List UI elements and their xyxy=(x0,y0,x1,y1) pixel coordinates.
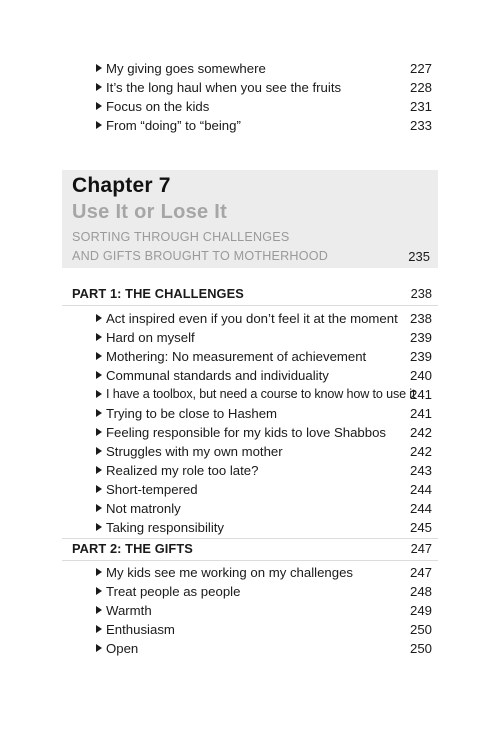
toc-entry xyxy=(96,423,432,442)
toc-entry-page: 231 xyxy=(409,99,432,114)
toc-entry-label: Struggles with my own mother xyxy=(106,444,283,459)
toc-entry-page: 248 xyxy=(409,584,432,599)
bullet-triangle-icon xyxy=(96,523,102,531)
toc-entry xyxy=(96,499,432,518)
toc-entry-page: 227 xyxy=(409,61,432,76)
bullet-triangle-icon xyxy=(96,485,102,493)
bullet-triangle-icon xyxy=(96,606,102,614)
bullet-triangle-icon xyxy=(96,447,102,455)
toc-entry-page: 249 xyxy=(409,603,432,618)
toc-entry xyxy=(96,461,432,480)
toc-entry-label: It’s the long haul when you see the fruits xyxy=(106,80,342,95)
bullet-triangle-icon xyxy=(96,587,102,595)
toc-entry xyxy=(96,385,432,404)
toc-entry-label: Hard on myself xyxy=(106,330,195,345)
part-label: PART 1: THE CHALLENGES xyxy=(72,286,244,301)
toc-entry xyxy=(96,366,432,385)
part2-heading xyxy=(72,539,432,559)
chapter-number: Chapter 7 xyxy=(72,174,171,197)
toc-entry-label: Realized my role too late? xyxy=(106,463,259,478)
toc-entry xyxy=(96,347,432,366)
toc-entry xyxy=(96,620,432,639)
bullet-triangle-icon xyxy=(96,314,102,322)
bullet-triangle-icon xyxy=(96,352,102,360)
toc-entry xyxy=(96,639,432,658)
bullet-triangle-icon xyxy=(96,466,102,474)
toc-entry-label: Open xyxy=(106,641,139,656)
toc-entry-label: Not matronly xyxy=(106,501,181,516)
bullet-triangle-icon xyxy=(96,371,102,379)
toc-entry xyxy=(96,97,432,116)
part-label: PART 2: THE GIFTS xyxy=(72,541,193,556)
chapter-subtitle-line2: AND GIFTS BROUGHT TO MOTHERHOOD xyxy=(72,249,328,263)
toc-entry xyxy=(96,582,432,601)
toc-entry-page: 240 xyxy=(409,368,432,383)
toc-entry-page: 239 xyxy=(409,349,432,364)
toc-entry-page: 242 xyxy=(409,444,432,459)
bullet-triangle-icon xyxy=(96,504,102,512)
toc-entry-label: Taking responsibility xyxy=(106,520,225,535)
toc-entry xyxy=(96,442,432,461)
part-page: 247 xyxy=(410,541,432,556)
toc-entry-label: From “doing” to “being” xyxy=(106,118,241,133)
toc-entry-page: 243 xyxy=(409,463,432,478)
bullet-triangle-icon xyxy=(96,625,102,633)
bullet-triangle-icon xyxy=(96,121,102,129)
toc-entry-label: Feeling responsible for my kids to love Shabbos xyxy=(106,425,387,440)
bullet-triangle-icon xyxy=(96,333,102,341)
bullet-triangle-icon xyxy=(96,390,102,398)
toc-entry-label: I have a toolbox, but need a course to know how to use it xyxy=(106,387,416,401)
chapter-heading xyxy=(62,170,438,268)
toc-entry-page: 239 xyxy=(409,330,432,345)
divider xyxy=(62,560,438,561)
chapter-subtitle-line1: SORTING THROUGH CHALLENGES xyxy=(72,230,290,244)
toc-entry-page: 241 xyxy=(409,406,432,421)
toc-entry xyxy=(96,404,432,423)
bullet-triangle-icon xyxy=(96,102,102,110)
bullet-triangle-icon xyxy=(96,409,102,417)
toc-entry-page: 250 xyxy=(409,622,432,637)
toc-entry xyxy=(96,78,432,97)
part1-heading xyxy=(72,284,432,304)
toc-entry xyxy=(96,328,432,347)
divider xyxy=(62,305,438,306)
toc-entry-label: My giving goes somewhere xyxy=(106,61,266,76)
toc-entry-page: 244 xyxy=(409,482,432,497)
toc-entry-page: 247 xyxy=(409,565,432,580)
bullet-triangle-icon xyxy=(96,568,102,576)
bullet-triangle-icon xyxy=(96,83,102,91)
toc-entry-page: 242 xyxy=(409,425,432,440)
toc-entry-label: Act inspired even if you don’t feel it at the moment xyxy=(106,311,398,326)
toc-entry-label: Treat people as people xyxy=(106,584,241,599)
chapter-title: Use It or Lose It xyxy=(72,201,228,223)
toc-entry-page: 228 xyxy=(409,80,432,95)
toc-entry xyxy=(96,601,432,620)
part-page: 238 xyxy=(410,286,432,301)
toc-entry-page: 244 xyxy=(409,501,432,516)
toc-entry-label: Trying to be close to Hashem xyxy=(106,406,278,421)
bullet-triangle-icon xyxy=(96,644,102,652)
toc-entry-label: Mothering: No measurement of achievement xyxy=(106,349,367,364)
chapter-page: 235 xyxy=(408,249,430,264)
toc-entry xyxy=(96,563,432,582)
toc-entry-label: Enthusiasm xyxy=(106,622,175,637)
bullet-triangle-icon xyxy=(96,64,102,72)
toc-entry-page: 245 xyxy=(409,520,432,535)
toc-entry xyxy=(96,59,432,78)
toc-entry xyxy=(96,116,432,135)
toc-entry-label: Warmth xyxy=(106,603,152,618)
toc-entry-page: 250 xyxy=(409,641,432,656)
toc-entry-label: Focus on the kids xyxy=(106,99,210,114)
toc-entry-label: Short-tempered xyxy=(106,482,198,497)
toc-entry xyxy=(96,309,432,328)
toc-entry-label: My kids see me working on my challenges xyxy=(106,565,354,580)
toc-entry xyxy=(96,480,432,499)
toc-entry-page: 233 xyxy=(409,118,432,133)
toc-entry-label: Communal standards and individuality xyxy=(106,368,329,383)
toc-entry xyxy=(96,518,432,537)
toc-entry-page: 238 xyxy=(409,311,432,326)
bullet-triangle-icon xyxy=(96,428,102,436)
toc-entry-page: 241 xyxy=(409,387,432,402)
